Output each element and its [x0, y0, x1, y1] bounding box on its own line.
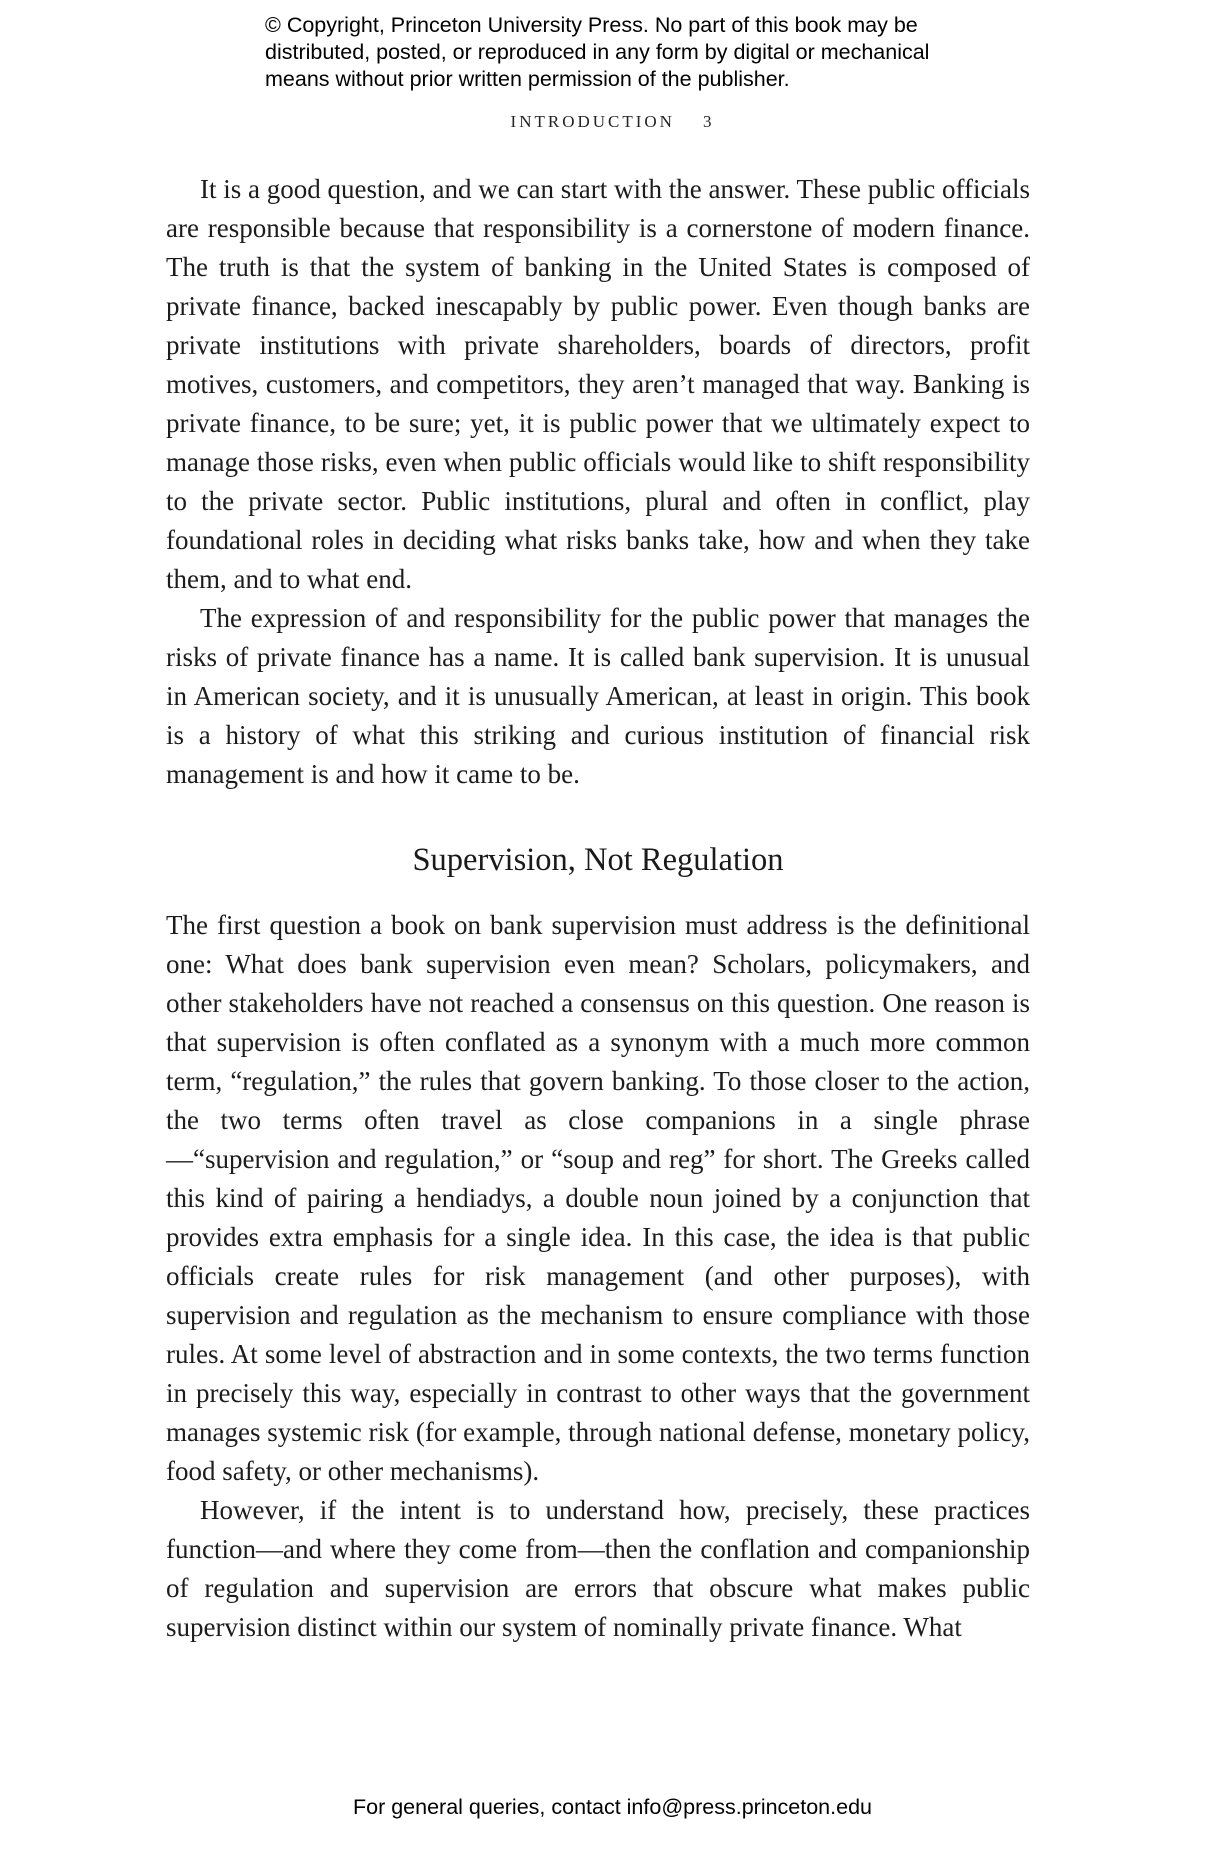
copyright-line: means without prior written permission of the publisher.: [265, 67, 790, 91]
copyright-notice: [265, 12, 985, 93]
page-number: 3: [702, 112, 715, 131]
body-text-after-heading: [166, 906, 1030, 1647]
paragraph: It is a good question, and we can start with the answer. These public officials are responsible because that responsibility is a cornerstone of modern finance. The truth is that the system of banking in the United States is composed of private finance, backed inescapably by public power. Even though banks are private institutions with private shareholders, boards of directors, profit motives, customers, and competitors, they aren’t managed that way. Banking is private finance, to be sure; yet, it is public power that we ultimately expect to manage those risks, even when public officials would like to shift responsibility to the private sector. Public institutions, plural and often in conflict, play foundational roles in deciding what risks banks take, how and when they take them, and to what end.: [166, 174, 1030, 594]
footer-contact: For general queries, contact info@press.princeton.edu: [352, 1795, 872, 1819]
paragraph: The first question a book on bank supervision must address is the definitional one: What does bank supervision even mean? Scholars, policymakers, and other stakeholders have not reached a consensus on this question. One reason is that supervision is often conflated as a synonym with a much more common term, “regulation,” the rules that govern banking. To those closer to the action, the two terms often travel as close companions in a single phrase—“supervision and regulation,” or “soup and reg” for short. The Greeks called this kind of pairing a hendiadys, a double noun joined by a conjunction that provides extra emphasis for a single idea. In this case, the idea is that public officials create rules for risk management (and other purposes), with supervision and regulation as the mechanism to ensure compliance with those rules. At some level of abstraction and in some contexts, the two terms function in precisely this way, especially in contrast to other ways that the government manages systemic risk (for example, through national defense, monetary policy, food safety, or other mechanisms).: [166, 910, 1030, 1486]
paragraph: The expression of and responsibility for the public power that manages the risks of private finance has a name. It is called bank supervision. It is unusual in American society, and it is unusually American, at least in origin. This book is a history of what this striking and curious institution of financial risk management is and how it came to be.: [166, 603, 1030, 789]
section-heading: Supervision, Not Regulation: [412, 842, 784, 878]
body-text-before-heading: [166, 170, 1030, 794]
running-head: [0, 112, 1225, 132]
copyright-line: distributed, posted, or reproduced in any form by digital or mechanical: [265, 40, 930, 64]
paragraph: However, if the intent is to understand how, precisely, these practices function—and where they come from—then the conflation and companionship of regulation and supervision are errors that obscure what makes public supervision distinct within our system of nominally private finance. What: [166, 1495, 1030, 1642]
running-head-title: INTRODUCTION: [510, 112, 675, 131]
copyright-line: © Copyright, Princeton University Press. No part of this book may be: [265, 13, 918, 37]
